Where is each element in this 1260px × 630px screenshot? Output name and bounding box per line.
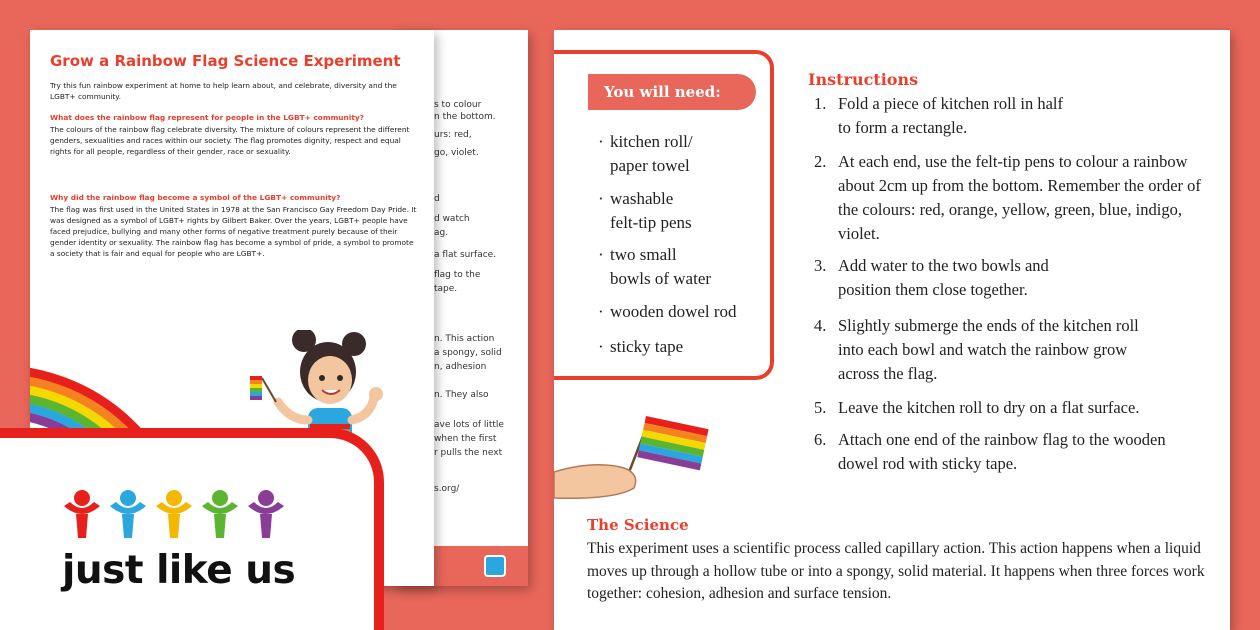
step-text: Slightly submerge the ends of the kitchen roll into each bowl and watch the rainbow grow across the flag. [838,316,1139,383]
step-number: 6. [814,430,827,449]
back-sheet-text-line: flag to the [434,270,481,280]
science-text: This experiment uses a scientific process called capillary action. This action happens when a liquid moves up through a hollow tube or into a spongy, solid material. It happens when three forces work together: cohesion, adhesion and surface tension. [587,540,1205,602]
step-number: 5. [814,398,827,417]
question-2: Why did the rainbow flag become a symbol of the LGBT+ community? [50,193,341,202]
need-item-line: bowls of water [610,269,712,288]
step-text: Add water to the two bowls and position them close together. [838,256,1049,299]
you-will-need-title: You will need: [588,74,756,110]
back-sheet-text-line: n. This action [434,334,495,344]
back-sheet-text-line: ave lots of little [434,420,504,430]
instruction-step [814,314,1214,386]
step-text: At each end, use the felt-tip pens to colour a rainbow about 2cm up from the bottom. Remember the order of the colours: red, orange, yellow, green, blue, indigo, violet. [838,152,1201,243]
logo-person-figure [110,490,146,538]
instruction-step [814,254,1214,302]
need-item: · wooden dowel rod [598,302,737,321]
step-number: 1. [814,94,827,113]
need-item: · two small bowls of water [598,243,768,291]
hand-with-flag-illustration [554,410,724,510]
back-sheet-text-line: s.org/ [434,484,460,494]
back-sheet-text-line: when the first [434,434,497,444]
question-1: What does the rainbow flag represent for people in the LGBT+ community? [50,113,364,122]
need-item-line: sticky tape [610,337,684,356]
instructions-worksheet-page [554,30,1230,630]
logo-person-figure [248,490,284,538]
logo-person-figure [202,490,238,538]
step-text: Fold a piece of kitchen roll in half to form a rectangle. [838,94,1063,137]
step-number: 4. [814,316,827,335]
step-number: 3. [814,256,827,275]
instruction-step [814,428,1214,476]
back-sheet-text-line: ag. [434,228,449,238]
step-number: 2. [814,152,827,171]
logo-person-figure [64,490,100,538]
need-item-line: wooden dowel rod [610,302,737,321]
just-like-us-logo-card [0,428,384,630]
instructions-title: Instructions [808,70,919,89]
back-sheet-text-line: r pulls the next [434,448,503,458]
back-sheet-text-line: n, adhesion [434,362,487,372]
need-item-line: felt-tip pens [610,213,692,232]
just-like-us-figures-icon [58,488,288,540]
worksheet-title: Grow a Rainbow Flag Science Experiment [50,52,401,70]
need-item: · washable felt-tip pens [598,187,768,235]
back-sheet-text-line: urs: red, [434,130,472,140]
back-sheet-text-line: d [434,194,440,204]
answer-1: The colours of the rainbow flag celebrate diversity. The mixture of colours represent the different genders, sexualities and races within our society. The flag promotes dignity, respect and equal rights for all people, regardless of their gender, race or sexuality. [50,125,410,156]
twinkl-mini-logo-icon [484,555,506,577]
need-item-line: paper towel [610,156,690,175]
answer-2: The flag was first used in the United States in 1978 at the San Francisco Gay Freedom Day Pride. It was designed as a symbol of LGBT+ rights by Gilbert Baker. Over the years, LGBT+ people have faced prejudice, bullying and many other forms of negative treatment purely because of their gender identity or sexuality. The rainbow flag has become a symbol of pride, a symbol to promote a society that is fair and equal for people who are LGBT+. [50,205,417,258]
step-text: Leave the kitchen roll to dry on a flat surface. [838,398,1140,417]
back-sheet-text-line: d watch [434,214,470,224]
back-sheet-text-line: n the bottom. [434,112,496,122]
instruction-step [814,396,1214,420]
back-sheet-text-line: tape. [434,284,458,294]
science-title: The Science [587,516,689,534]
need-item-line: two small [610,245,677,264]
step-text: Attach one end of the rainbow flag to the wooden dowel rod with sticky tape. [838,430,1166,473]
back-sheet-text-line: n. They also [434,390,489,400]
intro-text: Try this fun rainbow experiment at home to help learn about, and celebrate, diversity and the LGBT+ community. [50,81,397,101]
back-sheet-text-line: go, violet. [434,148,479,158]
need-item: · kitchen roll/ paper towel [598,130,768,178]
need-item-line: washable [610,189,674,208]
instruction-step [814,150,1214,246]
back-sheet-text-line: a spongy, solid [434,348,502,358]
instruction-step [814,92,1214,140]
need-item: · sticky tape [598,337,684,356]
logo-person-figure [156,490,192,538]
need-item-line: kitchen roll/ [610,132,693,151]
back-sheet-text-line: a flat surface. [434,250,497,260]
logo-text: just like us [62,548,296,593]
back-sheet-text-line: s to colour [434,100,482,110]
